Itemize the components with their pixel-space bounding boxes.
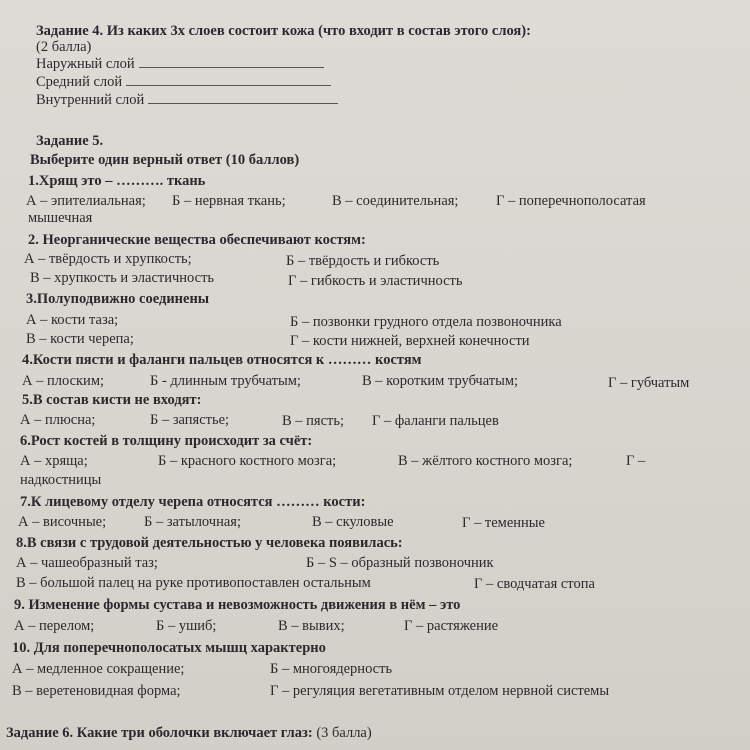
task4-title: Задание 4. Из каких 3х слоев состоит кожа (что входит в состав этого слоя): [36, 23, 531, 39]
q10-option-b[interactable]: Б – многоядерность [270, 661, 393, 677]
q3-option-b[interactable]: Б – позвонки грудного отдела позвоночника [290, 314, 562, 330]
q2-option-a[interactable]: А – твёрдость и хрупкость; [24, 251, 192, 267]
q3-option-a[interactable]: А – кости таза; [26, 312, 119, 328]
q3-option-v[interactable]: В – кости черепа; [26, 331, 134, 347]
q5-option-v[interactable]: В – пясть; [282, 413, 345, 429]
q6-option-a[interactable]: А – хряща; [20, 453, 88, 469]
task4-layer-middle: Средний слой [36, 73, 331, 91]
q1-option-g[interactable]: Г – поперечнополосатая [496, 193, 646, 209]
q6-option-v[interactable]: В – жёлтого костного мозга; [398, 453, 573, 469]
q7-option-v[interactable]: В – скуловые [312, 514, 394, 530]
q4-option-g[interactable]: Г – губчатым [608, 375, 690, 391]
q9-option-b[interactable]: Б – ушиб; [156, 618, 217, 634]
q7-option-g[interactable]: Г – теменные [462, 515, 545, 531]
q1-option-b[interactable]: Б – нервная ткань; [172, 193, 286, 209]
answer-line[interactable] [126, 73, 331, 86]
task6-heading [6, 724, 372, 742]
q8-option-a[interactable]: А – чашеобразный таз; [16, 555, 158, 571]
task5-instruction: Выберите один верный ответ (10 баллов) [30, 152, 300, 168]
q5-option-a[interactable]: А – плюсна; [20, 412, 96, 428]
question-3: 3.Полуподвижно соединены [26, 291, 210, 307]
q10-option-a[interactable]: А – медленное сокращение; [12, 661, 185, 677]
question-8: 8.В связи с трудовой деятельностью у человека появилась: [16, 535, 403, 551]
answer-line[interactable] [139, 55, 324, 68]
q10-option-v[interactable]: В – веретеновидная форма; [12, 683, 181, 699]
q8-option-g[interactable]: Г – сводчатая стопа [474, 576, 595, 592]
question-6: 6.Рост костей в толщину происходит за счёт: [20, 433, 313, 449]
q10-option-g[interactable]: Г – регуляция вегетативным отделом нервной системы [270, 683, 610, 699]
question-9: 9. Изменение формы сустава и невозможность движения в нём – это [14, 597, 461, 613]
q1-option-g-continued: мышечная [28, 210, 93, 226]
question-4: 4.Кости пясти и фаланги пальцев относятся к ……… костям [22, 352, 422, 368]
q1-option-a[interactable]: А – эпителиальная; [26, 193, 146, 209]
question-5: 5.В состав кисти не входят: [22, 392, 202, 408]
q6-option-g-continued: надкостницы [20, 472, 102, 488]
q9-option-v[interactable]: В – вывих; [278, 618, 345, 634]
task4-layer-inner: Внутренний слой [36, 91, 338, 109]
q2-option-b[interactable]: Б – твёрдость и гибкость [286, 253, 440, 269]
q2-option-g[interactable]: Г – гибкость и эластичность [288, 273, 463, 289]
q9-option-g[interactable]: Г – растяжение [404, 618, 499, 634]
q4-option-b[interactable]: Б - длинным трубчатым; [150, 373, 301, 389]
q4-option-v[interactable]: В – коротким трубчатым; [362, 373, 519, 389]
question-2: 2. Неорганические вещества обеспечивают костям: [28, 232, 366, 248]
q1-option-v[interactable]: В – соединительная; [332, 193, 459, 209]
task6-points: (3 балла) [316, 725, 372, 741]
task4-points: (2 балла) [36, 39, 92, 55]
q8-option-b[interactable]: Б – S – образный позвоночник [306, 555, 494, 571]
question-7: 7.К лицевому отделу черепа относятся ……… кости: [20, 494, 366, 510]
task5-title: Задание 5. [36, 133, 104, 149]
q5-option-b[interactable]: Б – запястье; [150, 412, 230, 428]
q6-option-g[interactable]: Г – [626, 453, 646, 469]
q2-option-v[interactable]: В – хрупкость и эластичность [30, 270, 215, 286]
q6-option-b[interactable]: Б – красного костного мозга; [158, 453, 337, 469]
question-10: 10. Для поперечнополосатых мышц характерно [12, 640, 326, 656]
q7-option-b[interactable]: Б – затылочная; [144, 514, 241, 530]
q3-option-g[interactable]: Г – кости нижней, верхней конечности [290, 333, 530, 349]
question-1: 1.Хрящ это – ………. ткань [28, 173, 206, 189]
q7-option-a[interactable]: А – височные; [18, 514, 107, 530]
task4-layer-outer: Наружный слой [36, 55, 324, 73]
q9-option-a[interactable]: А – перелом; [14, 618, 95, 634]
answer-line[interactable] [148, 91, 338, 104]
q8-option-v[interactable]: В – большой палец на руке противопоставлен остальным [16, 575, 371, 591]
q4-option-a[interactable]: А – плоским; [22, 373, 105, 389]
q5-option-g[interactable]: Г – фаланги пальцев [372, 413, 499, 429]
task6-title: Задание 6. Какие три оболочки включает глаз: [6, 725, 313, 741]
